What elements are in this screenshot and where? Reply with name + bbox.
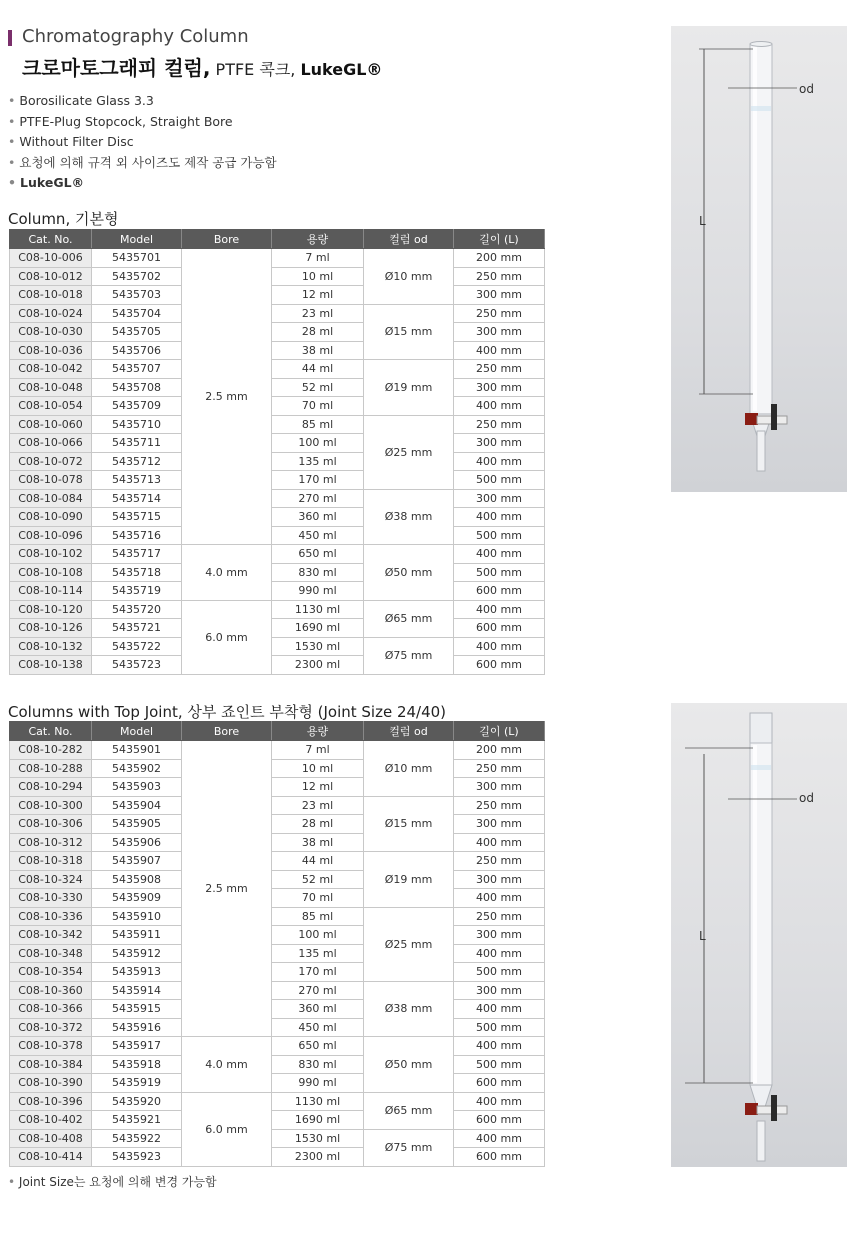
feature-list [8,91,277,194]
length-cell: 300 mm [454,378,545,397]
model-cell: 5435910 [92,907,182,926]
capacity-cell: 1130 ml [272,1092,364,1111]
capacity-cell: 28 ml [272,323,364,342]
column-header: Cat. No. [10,722,92,741]
table-row [10,759,545,778]
model-cell: 5435711 [92,434,182,453]
table-row [10,471,545,490]
cat-no-cell: C08-10-372 [10,1018,92,1037]
cat-no-cell: C08-10-006 [10,249,92,268]
cat-no-cell: C08-10-024 [10,304,92,323]
length-label: L [699,214,706,228]
column-header: Model [92,722,182,741]
table-row [10,796,545,815]
table-row [10,434,545,453]
length-cell: 250 mm [454,267,545,286]
bore-cell: 4.0 mm [182,545,272,601]
table-row [10,870,545,889]
model-cell: 5435903 [92,778,182,797]
length-cell: 600 mm [454,656,545,675]
table-row [10,981,545,1000]
table-row [10,1055,545,1074]
bullet-icon: • [8,154,16,170]
table-row [10,889,545,908]
capacity-cell: 450 ml [272,1018,364,1037]
spec-table-top-joint [9,721,545,1167]
cat-no-cell: C08-10-018 [10,286,92,305]
cat-no-cell: C08-10-390 [10,1074,92,1093]
cat-no-cell: C08-10-132 [10,637,92,656]
table-row [10,741,545,760]
column-header: 컬럼 od [364,230,454,249]
capacity-cell: 1530 ml [272,637,364,656]
length-cell: 600 mm [454,582,545,601]
capacity-cell: 1130 ml [272,600,364,619]
length-cell: 400 mm [454,600,545,619]
capacity-cell: 135 ml [272,452,364,471]
cat-no-cell: C08-10-408 [10,1129,92,1148]
capacity-cell: 990 ml [272,582,364,601]
length-cell: 300 mm [454,489,545,508]
length-cell: 300 mm [454,323,545,342]
capacity-cell: 10 ml [272,267,364,286]
model-cell: 5435704 [92,304,182,323]
capacity-cell: 38 ml [272,341,364,360]
length-cell: 500 mm [454,471,545,490]
capacity-cell: 650 ml [272,545,364,564]
cat-no-cell: C08-10-312 [10,833,92,852]
model-cell: 5435722 [92,637,182,656]
length-cell: 600 mm [454,1074,545,1093]
model-cell: 5435909 [92,889,182,908]
length-cell: 400 mm [454,889,545,908]
capacity-cell: 70 ml [272,889,364,908]
bore-cell: 2.5 mm [182,741,272,1037]
length-cell: 500 mm [454,1018,545,1037]
od-cell: Ø25 mm [364,907,454,981]
od-cell: Ø38 mm [364,489,454,545]
model-cell: 5435721 [92,619,182,638]
capacity-cell: 100 ml [272,434,364,453]
od-label: od [799,791,814,805]
model-cell: 5435715 [92,508,182,527]
length-cell: 400 mm [454,341,545,360]
column-illustration [671,26,847,492]
length-cell: 400 mm [454,944,545,963]
bore-cell: 6.0 mm [182,600,272,674]
length-cell: 500 mm [454,1055,545,1074]
model-cell: 5435701 [92,249,182,268]
model-cell: 5435703 [92,286,182,305]
cat-no-cell: C08-10-318 [10,852,92,871]
length-cell: 400 mm [454,1092,545,1111]
capacity-cell: 360 ml [272,1000,364,1019]
length-cell: 500 mm [454,963,545,982]
cat-no-cell: C08-10-030 [10,323,92,342]
feature-item: • PTFE-Plug Stopcock, Straight Bore [8,113,233,129]
capacity-cell: 44 ml [272,360,364,379]
length-cell: 600 mm [454,1148,545,1167]
length-cell: 300 mm [454,981,545,1000]
bore-cell: 4.0 mm [182,1037,272,1093]
cat-no-cell: C08-10-354 [10,963,92,982]
table-row [10,378,545,397]
table-row [10,508,545,527]
model-cell: 5435902 [92,759,182,778]
footnote: • Joint Size는 요청에 의해 변경 가능함 [8,1175,217,1189]
bullet-icon: • [8,175,16,190]
length-cell: 250 mm [454,360,545,379]
table-row [10,526,545,545]
od-cell: Ø19 mm [364,852,454,908]
model-cell: 5435919 [92,1074,182,1093]
length-cell: 250 mm [454,759,545,778]
table-row [10,415,545,434]
table-row [10,582,545,601]
table-row [10,1074,545,1093]
model-cell: 5435914 [92,981,182,1000]
length-cell: 300 mm [454,286,545,305]
table-row [10,944,545,963]
feature-item: • LukeGL® [8,175,85,190]
cat-no-cell: C08-10-348 [10,944,92,963]
bore-cell: 6.0 mm [182,1092,272,1166]
od-cell: Ø19 mm [364,360,454,416]
cat-no-cell: C08-10-324 [10,870,92,889]
model-cell: 5435906 [92,833,182,852]
cat-no-cell: C08-10-114 [10,582,92,601]
capacity-cell: 23 ml [272,796,364,815]
column-header: 길이 (L) [454,230,545,249]
table-row [10,452,545,471]
table-row [10,778,545,797]
capacity-cell: 44 ml [272,852,364,871]
model-cell: 5435706 [92,341,182,360]
length-cell: 250 mm [454,852,545,871]
length-cell: 250 mm [454,304,545,323]
cat-no-cell: C08-10-012 [10,267,92,286]
cat-no-cell: C08-10-288 [10,759,92,778]
table-header-row [10,230,545,249]
cat-no-cell: C08-10-300 [10,796,92,815]
table-row [10,1111,545,1130]
section-title-top-joint: Columns with Top Joint, 상부 죠인트 부착형 (Joint Size 24/40) [8,703,447,721]
column-header: Bore [182,230,272,249]
model-cell: 5435708 [92,378,182,397]
capacity-cell: 12 ml [272,286,364,305]
section-title-basic: Column, 기본형 [8,210,119,228]
model-cell: 5435905 [92,815,182,834]
capacity-cell: 38 ml [272,833,364,852]
table-row [10,1129,545,1148]
table-row [10,1000,545,1019]
model-cell: 5435916 [92,1018,182,1037]
model-cell: 5435707 [92,360,182,379]
od-cell: Ø25 mm [364,415,454,489]
column-header: 컬럼 od [364,722,454,741]
cat-no-cell: C08-10-090 [10,508,92,527]
length-cell: 200 mm [454,249,545,268]
table-row [10,341,545,360]
capacity-cell: 12 ml [272,778,364,797]
capacity-cell: 2300 ml [272,656,364,675]
od-cell: Ø15 mm [364,304,454,360]
bullet-icon: • [8,93,16,108]
table-row [10,619,545,638]
cat-no-cell: C08-10-036 [10,341,92,360]
length-cell: 400 mm [454,452,545,471]
model-cell: 5435918 [92,1055,182,1074]
model-cell: 5435920 [92,1092,182,1111]
cat-no-cell: C08-10-078 [10,471,92,490]
length-cell: 300 mm [454,815,545,834]
model-cell: 5435921 [92,1111,182,1130]
model-cell: 5435908 [92,870,182,889]
od-cell: Ø38 mm [364,981,454,1037]
cat-no-cell: C08-10-096 [10,526,92,545]
table-row [10,489,545,508]
length-cell: 250 mm [454,415,545,434]
length-cell: 300 mm [454,778,545,797]
model-cell: 5435702 [92,267,182,286]
feature-item: • 요청에 의해 규격 외 사이즈도 제작 공급 가능함 [8,154,277,170]
od-cell: Ø50 mm [364,1037,454,1093]
capacity-cell: 1690 ml [272,619,364,638]
model-cell: 5435710 [92,415,182,434]
model-cell: 5435720 [92,600,182,619]
capacity-cell: 270 ml [272,489,364,508]
table-row [10,852,545,871]
model-cell: 5435923 [92,1148,182,1167]
cat-no-cell: C08-10-048 [10,378,92,397]
model-cell: 5435907 [92,852,182,871]
table-row [10,963,545,982]
cat-no-cell: C08-10-336 [10,907,92,926]
column-photo [671,26,847,492]
length-cell: 300 mm [454,926,545,945]
column-header: 용량 [272,722,364,741]
capacity-cell: 650 ml [272,1037,364,1056]
capacity-cell: 85 ml [272,415,364,434]
cat-no-cell: C08-10-102 [10,545,92,564]
cat-no-cell: C08-10-060 [10,415,92,434]
length-cell: 400 mm [454,397,545,416]
table-row [10,637,545,656]
length-cell: 400 mm [454,1129,545,1148]
cat-no-cell: C08-10-402 [10,1111,92,1130]
length-cell: 400 mm [454,833,545,852]
capacity-cell: 1530 ml [272,1129,364,1148]
capacity-cell: 100 ml [272,926,364,945]
model-cell: 5435915 [92,1000,182,1019]
od-cell: Ø10 mm [364,249,454,305]
cat-no-cell: C08-10-120 [10,600,92,619]
cat-no-cell: C08-10-384 [10,1055,92,1074]
table-row [10,360,545,379]
od-label: od [799,82,814,96]
model-cell: 5435705 [92,323,182,342]
length-label: L [699,929,706,943]
model-cell: 5435911 [92,926,182,945]
table-row [10,1018,545,1037]
accent-bar [8,30,12,46]
od-cell: Ø75 mm [364,637,454,674]
table-row [10,563,545,582]
length-cell: 500 mm [454,563,545,582]
capacity-cell: 85 ml [272,907,364,926]
model-cell: 5435901 [92,741,182,760]
cat-no-cell: C08-10-360 [10,981,92,1000]
od-cell: Ø65 mm [364,1092,454,1129]
capacity-cell: 830 ml [272,1055,364,1074]
capacity-cell: 10 ml [272,759,364,778]
cat-no-cell: C08-10-054 [10,397,92,416]
column-header: Bore [182,722,272,741]
capacity-cell: 270 ml [272,981,364,1000]
length-cell: 400 mm [454,508,545,527]
cat-no-cell: C08-10-126 [10,619,92,638]
capacity-cell: 135 ml [272,944,364,963]
length-cell: 400 mm [454,1000,545,1019]
capacity-cell: 170 ml [272,963,364,982]
brand-name: LukeGL® [300,60,383,79]
model-cell: 5435716 [92,526,182,545]
ko-title-rest: PTFE 콕크, [210,60,301,79]
table-row [10,926,545,945]
length-cell: 200 mm [454,741,545,760]
table-row [10,815,545,834]
model-cell: 5435917 [92,1037,182,1056]
capacity-cell: 7 ml [272,741,364,760]
length-cell: 500 mm [454,526,545,545]
page-title-en: Chromatography Column [22,26,249,47]
table-row [10,656,545,675]
table-row [10,545,545,564]
table-row [10,600,545,619]
table-row [10,1148,545,1167]
cat-no-cell: C08-10-414 [10,1148,92,1167]
cat-no-cell: C08-10-108 [10,563,92,582]
table-row [10,267,545,286]
cat-no-cell: C08-10-072 [10,452,92,471]
capacity-cell: 990 ml [272,1074,364,1093]
model-cell: 5435913 [92,963,182,982]
table-row [10,323,545,342]
model-cell: 5435922 [92,1129,182,1148]
cat-no-cell: C08-10-084 [10,489,92,508]
feature-item: • Borosilicate Glass 3.3 [8,93,154,108]
capacity-cell: 23 ml [272,304,364,323]
column-header: Cat. No. [10,230,92,249]
table-row [10,286,545,305]
length-cell: 300 mm [454,434,545,453]
cat-no-cell: C08-10-366 [10,1000,92,1019]
model-cell: 5435713 [92,471,182,490]
length-cell: 600 mm [454,1111,545,1130]
cat-no-cell: C08-10-342 [10,926,92,945]
model-cell: 5435912 [92,944,182,963]
feature-item: • Without Filter Disc [8,134,134,149]
model-cell: 5435712 [92,452,182,471]
column-photo-top-joint [671,703,847,1167]
bullet-icon: • [8,113,16,129]
table-row [10,1092,545,1111]
capacity-cell: 170 ml [272,471,364,490]
cat-no-cell: C08-10-396 [10,1092,92,1111]
model-cell: 5435723 [92,656,182,675]
length-cell: 250 mm [454,796,545,815]
od-cell: Ø10 mm [364,741,454,797]
model-cell: 5435719 [92,582,182,601]
length-cell: 300 mm [454,870,545,889]
cat-no-cell: C08-10-294 [10,778,92,797]
cat-no-cell: C08-10-330 [10,889,92,908]
table-row [10,833,545,852]
table-row [10,397,545,416]
od-cell: Ø15 mm [364,796,454,852]
model-cell: 5435718 [92,563,182,582]
length-cell: 400 mm [454,545,545,564]
table-header-row [10,722,545,741]
table-row [10,249,545,268]
bullet-icon: • [8,1175,19,1189]
length-cell: 400 mm [454,1037,545,1056]
od-cell: Ø75 mm [364,1129,454,1166]
bore-cell: 2.5 mm [182,249,272,545]
cat-no-cell: C08-10-378 [10,1037,92,1056]
capacity-cell: 70 ml [272,397,364,416]
cat-no-cell: C08-10-306 [10,815,92,834]
column-header: 길이 (L) [454,722,545,741]
capacity-cell: 7 ml [272,249,364,268]
model-cell: 5435714 [92,489,182,508]
column-header: Model [92,230,182,249]
length-cell: 600 mm [454,619,545,638]
model-cell: 5435717 [92,545,182,564]
bullet-icon: • [8,134,16,149]
capacity-cell: 1690 ml [272,1111,364,1130]
capacity-cell: 52 ml [272,378,364,397]
capacity-cell: 360 ml [272,508,364,527]
length-cell: 250 mm [454,907,545,926]
od-cell: Ø65 mm [364,600,454,637]
model-cell: 5435709 [92,397,182,416]
ko-title-main: 크로마토그래피 컬럼, [22,56,211,80]
capacity-cell: 52 ml [272,870,364,889]
model-cell: 5435904 [92,796,182,815]
column-illustration-top-joint [671,703,847,1167]
cat-no-cell: C08-10-282 [10,741,92,760]
cat-no-cell: C08-10-042 [10,360,92,379]
spec-table-basic [9,229,545,675]
capacity-cell: 450 ml [272,526,364,545]
table-row [10,304,545,323]
cat-no-cell: C08-10-138 [10,656,92,675]
capacity-cell: 2300 ml [272,1148,364,1167]
length-cell: 400 mm [454,637,545,656]
table-row [10,1037,545,1056]
column-header: 용량 [272,230,364,249]
table-row [10,907,545,926]
cat-no-cell: C08-10-066 [10,434,92,453]
capacity-cell: 28 ml [272,815,364,834]
od-cell: Ø50 mm [364,545,454,601]
page-title-ko [22,52,382,81]
capacity-cell: 830 ml [272,563,364,582]
